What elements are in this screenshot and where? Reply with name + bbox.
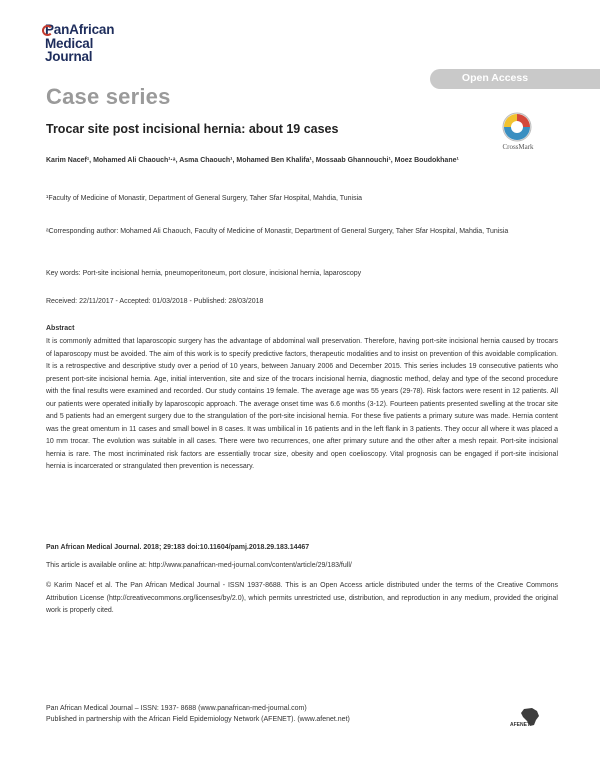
logo-swoosh-icon [42,25,53,36]
open-access-label: Open Access [461,72,529,84]
footer-partnership: Published in partnership with the African Field Epidemiology Network (AFENET). (www.afenet.net) [46,716,350,723]
logo-line: Medical [45,35,94,51]
keywords: Key words: Port-site incisional hernia, pneumoperitoneum, port closure, incisional hernia, laparoscopy [46,270,362,277]
logo-line: Journal [45,49,93,64]
affiliation: ¹Faculty of Medicine of Monastir, Department of General Surgery, Taher Sfar Hospital, Mahdia, Tunisia [46,195,363,202]
license-text: © Karim Nacef et al. The Pan African Medical Journal - ISSN 1937-8688. This is an Open Access article distributed under the terms of the Creative Commons Attribution License (http://creativecommons.org/licenses/by/2.0), which permits unrestricted use, distribution, and reproduction in any medium, provided the original work is properly cited. [46,582,558,614]
footer-issn: Pan African Medical Journal – ISSN: 1937- 8688 (www.panafrican-med-journal.com) [46,705,307,712]
author-list: Karim Nacef¹, Mohamed Ali Chaouch¹·ᵃ, Asma Chaouch¹, Mohamed Ben Khalifa¹, Mossaab Ghannouchi¹, Moez Boudokhane¹ [46,157,459,164]
abstract-heading: Abstract [46,325,75,332]
crossmark-label: CrossMark [502,143,534,151]
corresponding-author: ᵃCorresponding author: Mohamed Ali Chaouch, Faculty of Medicine of Monastir, Department of General Surgery, Taher Sfar Hospital, Mahdia, Tunisia [46,228,509,235]
afenet-label: AFENET [510,722,530,728]
abstract-body: It is commonly admitted that laparoscopic surgery has the advantage of abdominal wall preservation. Therefore, having port-site incisional hernia caused by trocars of laparoscopy must be avoided. The aim of this work is to specify predictive factors, therapeutic modalities and to insist on prevention of this avoidable complication. It is a retrospective and descriptive study over a period of 10 years, between January 2006 and December 2015. This series includes 19 consecutive patients who present port-site incisional hernia. Age, initial intervention, site and size of the trocars incisional hernia, diagnostic method, delay and type of the second procedure with the final results were examined and recorded. Our study contains 19 female. The average age was 55 years (29-78). Risk factors were resent in 12 patients. All our patients were operated initially by laparoscopic approach. The average onset time was 6.6 months (3-12). Fourteen patients presented swelling at the trocar site and 5 patients had an emergent surgery due to the strangulation of the port-site incisional hernia. For these five patients a primary suture was made. Hernia content was the great omentum in 11 cases and small bowel in 8 cases. It was umbilical in 16 patients and in the left flank in 3 patients. They occur all where it was placed a 10 mm trocar. The evolution was suitable in all cases. There were two recurrences, one after primary suture and the other after a mesh repair. Port-site incisional hernia is rare. The most incriminated risk factors are essentially trocar size, obesity and open coelioscopy. Vital prognosis can be engaged if port-site incisional hernia is incarcerated or strangulated then prevention is necessary. [46,338,558,470]
section-heading: Case series [46,84,171,109]
journal-logo [45,23,123,73]
article-title: Trocar site post incisional hernia: about 19 cases [46,122,339,136]
citation: Pan African Medical Journal. 2018; 29:183 doi:10.11604/pamj.2018.29.183.14467 [46,544,310,551]
publication-dates: Received: 22/11/2017 - Accepted: 01/03/2018 - Published: 28/03/2018 [46,298,264,305]
logo-line: PanAfrican [45,22,115,37]
availability-link[interactable]: This article is available online at: http://www.panafrican-med-journal.com/content/article/29/183/full/ [46,562,352,569]
